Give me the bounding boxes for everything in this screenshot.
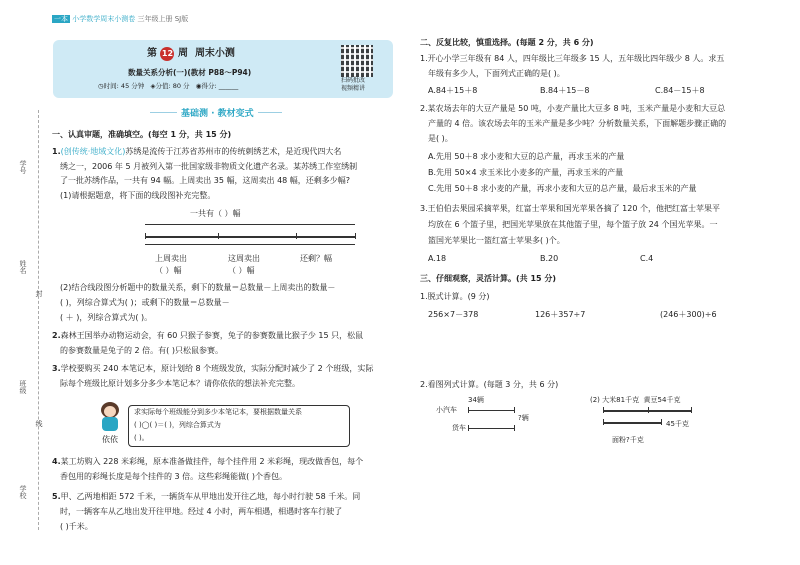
margin-label-name: 姓名 bbox=[19, 260, 27, 274]
banner-subtitle: 数量关系分析(一)(教材 P88～P94) bbox=[128, 68, 252, 77]
d1-question: ?辆 bbox=[518, 414, 529, 422]
diagram-brace-parts bbox=[145, 244, 355, 245]
p2-q1-line2: 年级有多少人，下面列式正确的是( )。 bbox=[428, 69, 565, 78]
diagram-brace-total bbox=[145, 224, 355, 225]
q5-line2: 时，一辆客车从乙地出发开往甲地。经过 4 小时，两车相遇，相遇时客车行驶了 bbox=[60, 507, 343, 516]
p2-q2-option-c: C.先用 50＋8 求小麦的产量，再求小麦和大豆的总产量，最后求玉米的产量 bbox=[428, 184, 697, 193]
q1-sub2-line2: ( )，列综合算式为( )；或剩下的数量＝总数量－ bbox=[60, 298, 230, 307]
p2-q3-option-c: C.4 bbox=[640, 254, 654, 263]
header-series: 小学数学周末小测卷 bbox=[72, 15, 136, 23]
yiyi-name: 依依 bbox=[102, 435, 118, 444]
part3-title: 三、仔细观察，灵活计算。(共 15 分) bbox=[420, 274, 557, 283]
week-number: 12 bbox=[160, 47, 174, 61]
p2-q2-option-a: A.先用 50＋8 求小麦和大豆的总产量，再求玉米的产量 bbox=[428, 152, 625, 161]
diagram-this-week: 这周卖出 bbox=[228, 254, 260, 263]
qr-caption: 扫码批改 视频精讲 bbox=[341, 77, 366, 92]
margin-label-line: 线 bbox=[35, 420, 43, 427]
binding-margin-line bbox=[38, 110, 39, 530]
q3-line1: 3.学校要购买 240 本笔记本，原计划给 8 个班级发放，实际分配时减少了 2 个班级，实际 bbox=[52, 364, 374, 373]
bubble-line3: ( )。 bbox=[134, 434, 149, 442]
d1-car-bar bbox=[468, 410, 514, 411]
p2-q2-line3: 是( )。 bbox=[428, 134, 453, 143]
d1-top-label: 34辆 bbox=[468, 396, 484, 404]
p2-q1-option-b: B.84＋15－8 bbox=[540, 86, 590, 95]
calc-2: 126＋357÷7 bbox=[535, 310, 586, 319]
part1-title: 一、认真审题，准确填空。(每空 1 分，共 15 分) bbox=[52, 130, 232, 139]
score-icon: ◈ bbox=[150, 82, 156, 90]
q1-sub2-line3: ( ＋ )，列综合算式为( )。 bbox=[60, 313, 153, 322]
p2-q3-line1: 3.王伯伯去果园采摘苹果，红富士苹果和国光苹果各摘了 120 个，他把红富士苹果平 bbox=[420, 204, 720, 213]
diagram-total-label: 一共有（ ）幅 bbox=[190, 209, 241, 218]
q1-sub2: (2)结合线段图分析题中的数量关系，剩下的数量＝总数量－上周卖出的数量－ bbox=[60, 283, 336, 292]
q2-line2: 的参赛数量是兔子的 2 倍。有( )只松鼠参赛。 bbox=[60, 346, 223, 355]
d1-car-label: 小汽车 bbox=[436, 406, 457, 414]
result-icon: ◉ bbox=[195, 82, 202, 90]
p2-q3-option-a: A.18 bbox=[428, 254, 447, 263]
yiyi-avatar bbox=[98, 402, 122, 432]
p2-q1-option-a: A.84＋15＋8 bbox=[428, 86, 478, 95]
d2-rice: 大米81千克 bbox=[602, 396, 640, 404]
section-basic-heading: 基础测 · 教材变式 bbox=[177, 108, 258, 121]
q1-tag: (创传统·地域文化) bbox=[60, 147, 126, 156]
margin-label-seal: 封 bbox=[35, 290, 43, 297]
margin-label-id: 学号 bbox=[19, 160, 27, 174]
q5-line1: 5.甲、乙两地相距 572 千米，一辆货车从甲地出发开往乙地，每小时行驶 58 千米。同 bbox=[52, 492, 361, 501]
d2-bottom-bar bbox=[603, 422, 661, 424]
q2-line1: 2.森林王国举办动物运动会，有 60 只猴子参赛，兔子的参赛数量比猴子少 15 只，松鼠 bbox=[52, 331, 364, 340]
p2-q2-line2: 产量的 4 倍。该农场去年的玉米产量是多少吨？分析数量关系，下面解题步骤正确的 bbox=[428, 119, 727, 128]
banner-title: 周末小测 bbox=[194, 48, 235, 59]
margin-label-school: 学校 bbox=[19, 485, 27, 499]
banner-meta: ◷时间: 45 分钟 ◈分值: 80 分 ◉得分: ______ bbox=[98, 82, 239, 90]
p2-q1-line1: 1.开心小学三年级有 84 人，四年级比三年级多 15 人，五年级比四年级少 8 人。求五 bbox=[420, 54, 725, 63]
q5-line3: ( )千米。 bbox=[60, 522, 93, 531]
p2-q2-line1: 2.某农场去年的大豆产量是 50 吨，小麦产量比大豆多 8 吨，玉米产量是小麦和大豆总 bbox=[420, 104, 726, 113]
margin-label-class: 班级 bbox=[19, 380, 27, 394]
p3-q2: 2.看图列式计算。(每题 3 分，共 6 分) bbox=[420, 380, 559, 389]
q1-line2: 绣之一，2006 年 5 月被列入第一批国家级非物质文化遗产名录。某苏绣工作室绣制 bbox=[60, 162, 358, 171]
p2-q3-line2: 均放在 6 个篮子里，把国光苹果放在其他篮子里，每个篮子放 24 个国光苹果。一 bbox=[428, 220, 718, 229]
diagram-last-week: 上周卖出 bbox=[155, 254, 187, 263]
diagram-unit-2: （ ）幅 bbox=[228, 266, 255, 275]
header-grade: 三年级上册 SJ版 bbox=[137, 15, 189, 23]
q4-line1: 4.某工坊购入 228 米彩绳，原本准备做挂件，每个挂件用 2 米彩绳，现改做香包，每个 bbox=[52, 457, 364, 466]
q4-line2: 香包用的彩绳长度是每个挂件的 3 倍。这些彩绳能做( )个香包。 bbox=[60, 472, 287, 481]
d2-label: (2) 大米81千克 黄豆54千克 bbox=[590, 396, 681, 404]
d1-truck-bar bbox=[468, 428, 514, 429]
q1-line1: 1.(创传统·地域文化)苏绣是流传于江苏省苏州市的传统刺绣艺术，是近现代四大名 bbox=[52, 147, 342, 156]
p2-q1-option-c: C.84－15＋8 bbox=[655, 86, 705, 95]
p2-q3-option-b: B.20 bbox=[540, 254, 559, 263]
diagram-remaining: 还剩？幅 bbox=[300, 254, 332, 263]
p2-q3-line3: 篮国光苹果比一篮红富士苹果多( )个。 bbox=[428, 236, 565, 245]
q1-sub1: (1)请根据题意，将下面的线段图补充完整。 bbox=[60, 191, 216, 200]
p3-q1: 1.脱式计算。(9 分) bbox=[420, 292, 490, 301]
d2-flour: 面粉?千克 bbox=[612, 436, 644, 444]
q3-line2: 际每个班级比原计划多分多少本笔记本？请你依依的想法补充完整。 bbox=[60, 379, 300, 388]
header-strip bbox=[52, 13, 188, 26]
p2-q2-option-b: B.先用 50×4 求玉米比小麦多的产量，再求玉米的产量 bbox=[428, 168, 624, 177]
q1-line3: 了一批苏绣作品，一共有 94 幅。上周卖出 35 幅，这周卖出 48 幅，还剩多少幅? bbox=[60, 176, 351, 185]
clock-icon: ◷ bbox=[98, 82, 104, 90]
calc-1: 256×7－378 bbox=[428, 310, 479, 319]
calc-3: (246＋300)÷6 bbox=[660, 310, 717, 319]
header-badge: 一本 bbox=[54, 15, 68, 23]
week-title: 第 12 周 周末小测 bbox=[147, 48, 235, 59]
d2-top-bar bbox=[603, 410, 691, 412]
d1-truck-label: 货车 bbox=[452, 424, 466, 432]
bubble-line1: 求实际每个班级能分到多少本笔记本，要根据数量关系 bbox=[134, 408, 302, 416]
d2-45: 45千克 bbox=[666, 420, 689, 428]
bubble-line2: ( )◯( )＝( )，列综合算式为 bbox=[134, 421, 221, 429]
d2-soy: 黄豆54千克 bbox=[643, 396, 681, 404]
diagram-main-segment bbox=[145, 236, 355, 238]
diagram-unit-1: （ ）幅 bbox=[155, 266, 182, 275]
part2-title: 二、反复比较，慎重选择。(每题 2 分，共 6 分) bbox=[420, 38, 594, 47]
